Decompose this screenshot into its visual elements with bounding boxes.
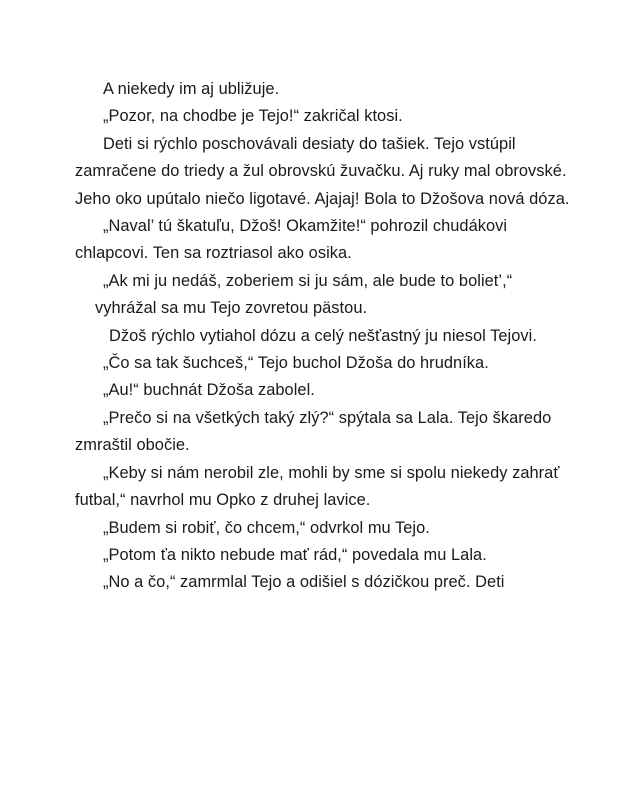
paragraph: „Au!“ buchnát Džoša zabolel. xyxy=(103,381,315,400)
paragraph: A niekedy im aj ubližuje. xyxy=(103,80,280,98)
paragraph: „Potom ťa nikto nebude mať rád,“ povedala mu Lala. xyxy=(103,545,487,564)
story-text xyxy=(75,76,575,597)
paragraph: „Keby si nám nerobil zle, mohli by sme si spolu niekedy zahrať futbal,“ navrhol mu Opko z druhej lavice. xyxy=(75,463,560,510)
paragraph: „Čo sa tak šuchceš,“ Tejo buchol Džoša do hrudníka. xyxy=(103,354,489,373)
paragraph: Džoš rýchlo vytiahol dózu a celý nešťastný ju niesol Tejovi. xyxy=(109,326,537,345)
paragraph: „No a čo,“ zamrmlal Tejo a odišiel s dózičkou preč. Deti xyxy=(103,573,505,592)
paragraph: „Pozor, na chodbe je Tejo!“ zakričal ktosi. xyxy=(103,107,403,126)
paragraph: Deti si rýchlo poschovávali desiaty do tašiek. Tejo vstúpil zamračene do triedy a žul obrovskú žuvačku. Aj ruky mal obrovské. Jeho oko upútalo niečo ligotavé. Ajajaj! Bola to Džošova nová dóza. xyxy=(75,134,570,208)
paragraph: „Ak mi ju nedáš, zoberiem si ju sám, ale bude to boliet’,“ xyxy=(103,271,513,290)
paragraph: „Prečo si na všetkých taký zlý?“ spýtala sa Lala. Tejo škaredo zmraštil obočie. xyxy=(75,408,552,455)
paragraph: „Budem si robiť, čo chcem,“ odvrkol mu Tejo. xyxy=(103,518,430,537)
paragraph: „Naval’ tú škatuľu, Džoš! Okamžite!“ pohrozil chudákovi chlapcovi. Ten sa roztriasol ako osika. xyxy=(75,217,508,263)
paragraph-continuation: vyhrážal sa mu Tejo zovretou pästou. xyxy=(95,299,368,318)
